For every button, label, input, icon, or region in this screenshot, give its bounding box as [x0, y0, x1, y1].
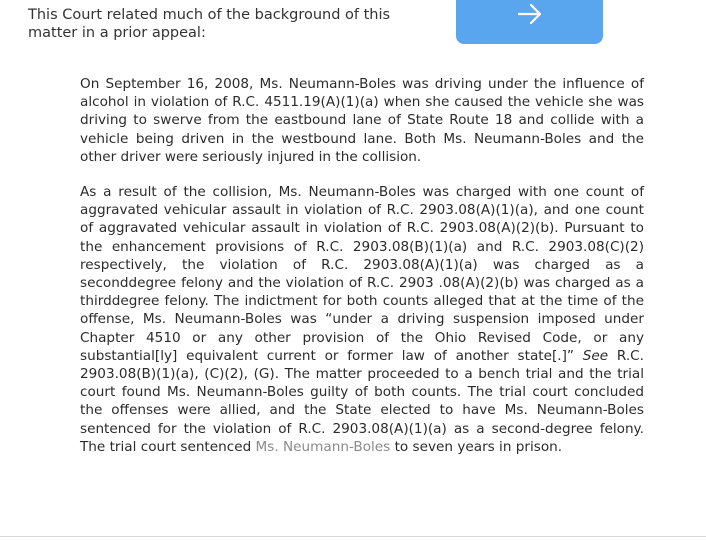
paragraph-2-text-b: R.C. 2903.08(B)(1)(a), (C)(2), (G). The matter proceeded to a bench trial and the trial court found Ms. Neumann-Boles guilty of both counts. The trial court concluded the offenses were allied, and the State elected to have Ms. Neumann-Boles sentenced for the violation of R.C. 2903.08(A)(1)(a) as a second-degree felony. The trial court sentenced	[80, 347, 644, 455]
intro-text: This Court related much of the background of this matter in a prior appeal:	[28, 7, 391, 41]
quote-paragraph-2	[80, 183, 644, 456]
next-button[interactable]	[456, 0, 603, 44]
paragraph-2-text-a: As a result of the collision, Ms. Neumann-Boles was charged with one count of aggravated vehicular assault in violation of R.C. 2903.08(A)(1)(a), and one count of aggravated vehicular assault in violation of R.C. 2903.08(A)(2)(b). Pursuant to the enhancement provisions of R.C. 2903.08(B)(1)(a) and R.C. 2903.08(C)(2) respectively, the violation of R.C. 2903.08(A)(1)(a) was charged as a seconddegree felony and the violation of R.C. 2903 .08(A)(2)(b) was charged as a thirddegree felony. The indictment for both counts alleged that at the time of the offense, Ms. Neumann-Boles was “under a driving suspension imposed under Chapter 4510 or any other provision of the Ohio Revised Code, or any substantial[ly] equivalent current or former law of another state[.]”	[80, 184, 644, 364]
quote-paragraph-1: On September 16, 2008, Ms. Neumann-Boles was driving under the influence of alcohol in violation of R.C. 4511.19(A)(1)(a) when she caused the vehicle she was driving to swerve from the eastbound lane of State Route 18 and collide with a vehicle being driven in the westbound lane. Both Ms. Neumann-Boles and the other driver were seriously injured in the collision.	[80, 76, 644, 165]
see-citation-signal: See	[582, 347, 609, 364]
paragraph-2-text-c: to seven years in prison.	[390, 438, 563, 455]
block-quote	[80, 75, 644, 474]
bottom-divider	[0, 536, 706, 537]
paragraph-2-faded-text: Ms. Neumann-Boles	[255, 438, 391, 455]
arrow-right-icon	[515, 0, 545, 33]
